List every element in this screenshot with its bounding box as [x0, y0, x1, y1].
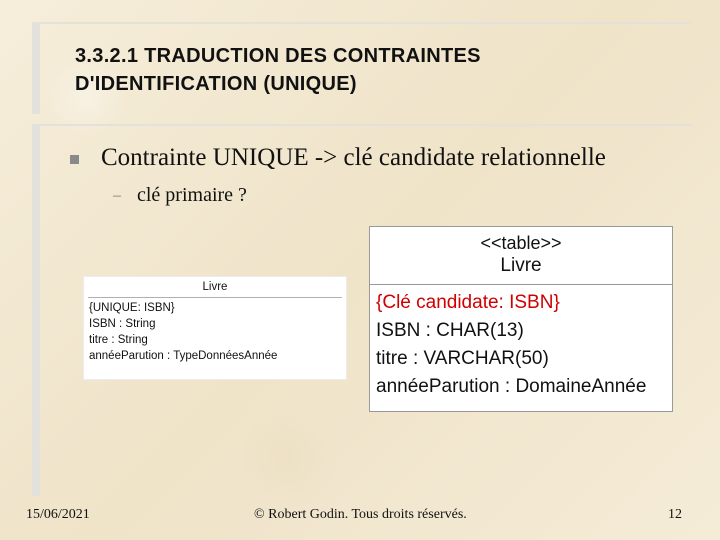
footer-page-number: 12 — [668, 507, 682, 522]
uml-attribute: ISBN : String — [89, 318, 156, 330]
bullet-main-text: Contrainte UNIQUE -> clé candidate relationnelle — [101, 144, 606, 171]
uml-class-name: Livre — [202, 281, 228, 293]
table-attribute: annéeParution : DomaineAnnée — [376, 376, 647, 397]
uml-attributes — [84, 298, 346, 366]
footer-copyright: © Robert Godin. Tous droits réservés. — [254, 507, 467, 522]
uml-attribute: annéeParution : TypeDonnéesAnnée — [89, 350, 278, 362]
table-attributes — [370, 285, 672, 405]
uml-attribute: titre : String — [89, 334, 148, 346]
footer-date: 15/06/2021 — [26, 507, 90, 522]
title-line-1: 3.3.2.1 TRADUCTION DES CONTRAINTES — [75, 45, 481, 67]
table-attribute: ISBN : CHAR(13) — [376, 320, 524, 341]
table-attribute: titre : VARCHAR(50) — [376, 348, 549, 369]
dash-bullet-icon: – — [113, 186, 121, 204]
table-constraint: {Clé candidate: ISBN} — [376, 292, 560, 313]
bullet-sub-text: clé primaire ? — [137, 184, 247, 206]
table-name: Livre — [500, 255, 542, 276]
table-stereotype: <<table>> — [480, 233, 562, 253]
bullet-sub — [113, 184, 247, 207]
square-bullet-icon — [70, 155, 79, 164]
table-class-diagram — [369, 226, 673, 412]
title-line-2: D'IDENTIFICATION (UNIQUE) — [75, 73, 357, 95]
uml-class-diagram — [84, 277, 346, 379]
slide-title — [75, 42, 675, 98]
uml-attribute: {UNIQUE: ISBN} — [89, 302, 175, 314]
bullet-main — [70, 144, 606, 172]
